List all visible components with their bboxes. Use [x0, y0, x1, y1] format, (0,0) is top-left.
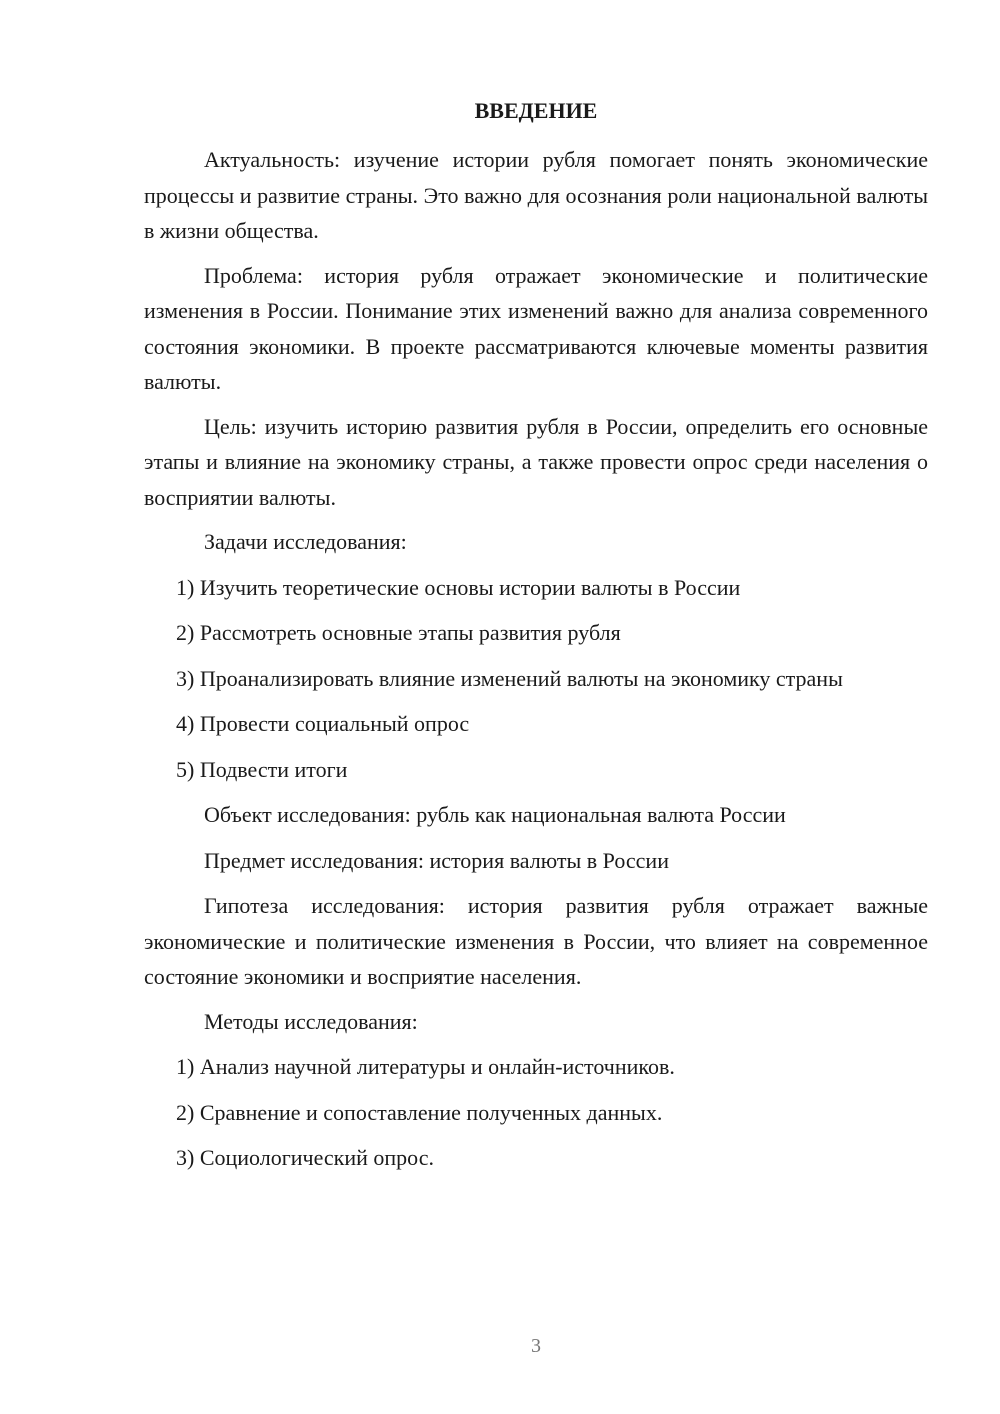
tasks-heading: Задачи исследования: — [204, 529, 407, 554]
methods-heading: Методы исследования: — [204, 1008, 418, 1034]
object-paragraph: Объект исследования: рубль как национальная валюта России — [204, 802, 786, 827]
page-title: ВВЕДЕНИЕ — [474, 98, 598, 123]
task-item: 3) Проанализировать влияние изменений валюты на экономику страны — [176, 665, 843, 691]
task-item: 1) Изучить теоретические основы истории валюты в России — [176, 574, 741, 600]
task-item: 4) Провести социальный опрос — [176, 711, 470, 736]
tasks-list — [144, 570, 928, 788]
method-item: 1) Анализ научной литературы и онлайн-источников. — [176, 1054, 675, 1079]
subject-paragraph: Предмет исследования: история валюты в России — [204, 847, 669, 873]
problem-paragraph: Проблема: история рубля отражает экономические и политические изменения в России. Понимание этих изменений важно для анализа современного состояния экономики. В проекте рассматриваются ключевые моменты развития валюты. — [144, 262, 928, 394]
relevance-paragraph: Актуальность: изучение истории рубля помогает понять экономические процессы и развитие страны. Это важно для осознания роли национальной валюты в жизни общества. — [144, 147, 928, 243]
method-item: 2) Сравнение и сопоставление полученных данных. — [176, 1099, 663, 1125]
task-item: 5) Подвести итоги — [176, 756, 348, 782]
document-body — [144, 142, 928, 1186]
page-number: 3 — [531, 1335, 541, 1357]
methods-list — [144, 1049, 928, 1176]
goal-paragraph: Цель: изучить историю развития рубля в России, определить его основные этапы и влияние на экономику страны, а также провести опрос среди населения о восприятии валюты. — [144, 413, 928, 510]
hypothesis-paragraph: Гипотеза исследования: история развития рубля отражает важные экономические и политические изменения в России, что влияет на современное состояние экономики и восприятие населения. — [144, 893, 928, 989]
task-item: 2) Рассмотреть основные этапы развития рубля — [176, 620, 621, 645]
method-item: 3) Социологический опрос. — [176, 1145, 434, 1170]
